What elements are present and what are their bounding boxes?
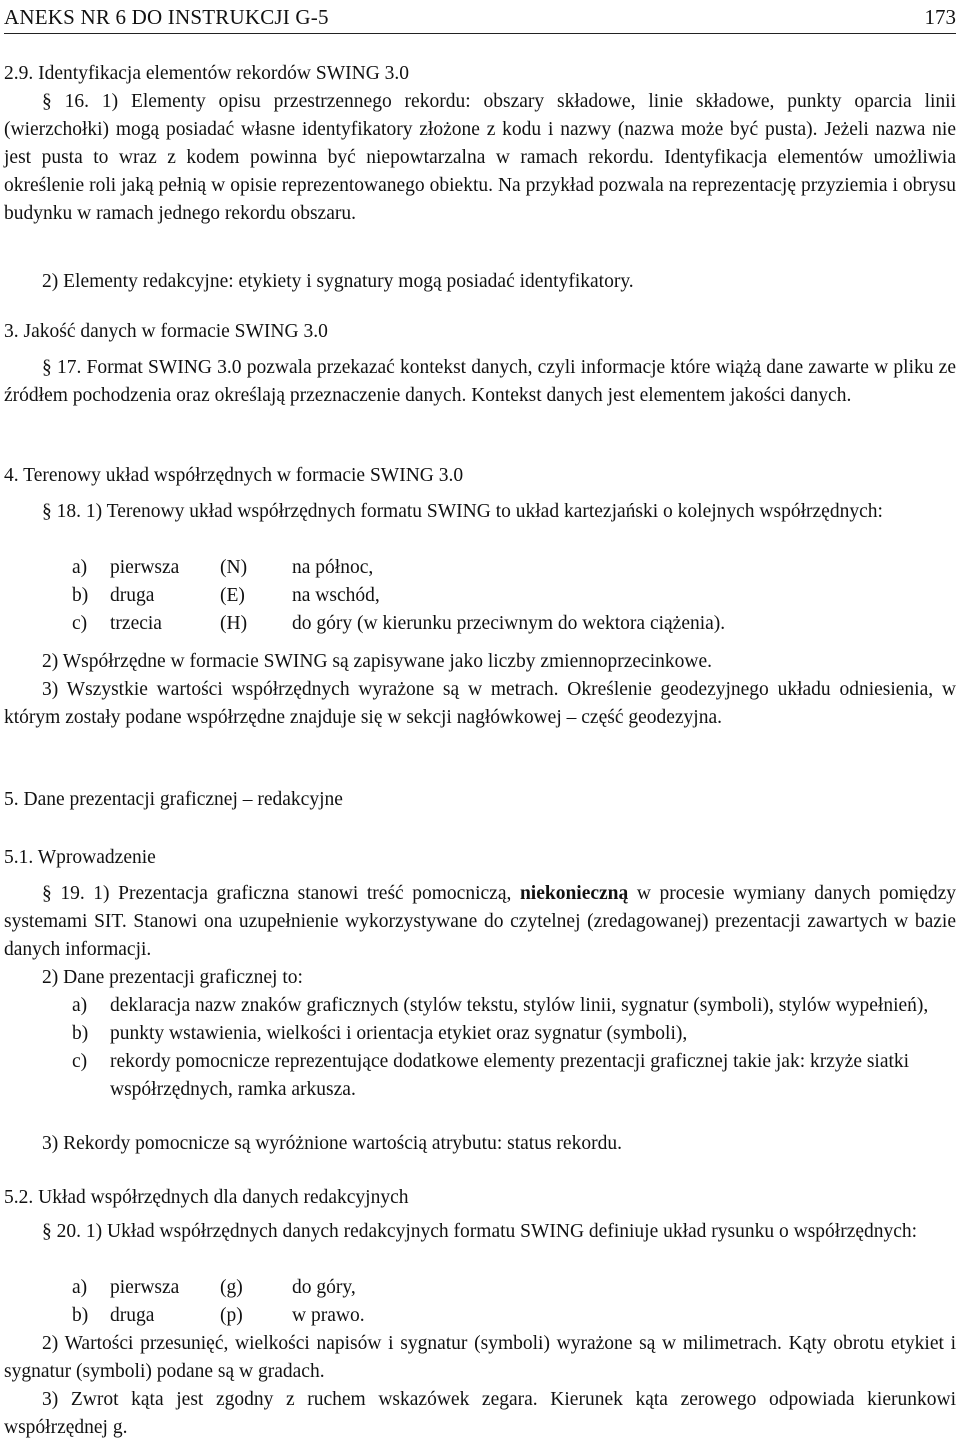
page-number: 173 — [924, 5, 956, 29]
coord-letter: a) — [72, 1277, 88, 1298]
coord-row — [72, 554, 960, 582]
coord-row — [72, 1302, 960, 1330]
coord-name: druga — [110, 1305, 155, 1326]
coord-row — [72, 610, 960, 638]
list-item-letter: c) — [72, 1051, 88, 1072]
paragraph-16-1 — [4, 88, 956, 228]
list-item-letter: b) — [72, 1023, 89, 1044]
list-item — [72, 1048, 956, 1104]
coord-row — [72, 582, 960, 610]
coord-symbol: (H) — [220, 613, 248, 634]
paragraph-16-1-text: § 16. 1) Elementy opisu przestrzennego rekordu: obszary składowe, linie składowe, punkty oparcia linii (wierzchołki) mogą posiadać własne identyfikatory złożone z kodu i nazwy (nazwa może być pusta). Jeżeli nazwa nie jest pusta to wraz z kodem powinna być niepowtarzalna w ramach rekordu. Identyfikacja elementów umożliwia określenie roli jaką pełnią w opisie reprezentowanego obiektu. Na przykład pozwala na reprezentację przyziemia i obrysu budynku w ramach jednego rekordu obszaru. — [4, 91, 956, 224]
list-item-text: punkty wstawienia, wielkości i orientacja etykiet oraz sygnatur (symboli), — [110, 1023, 688, 1044]
paragraph-19-3: 3) Rekordy pomocnicze są wyróżnione wartością atrybutu: status rekordu. — [42, 1133, 622, 1154]
paragraph-19-1-part1: § 19. 1) Prezentacja graficzna stanowi treść pomocniczą, — [42, 883, 520, 904]
coord-letter: b) — [72, 1305, 89, 1326]
paragraph-17 — [4, 354, 956, 410]
list-item — [72, 992, 956, 1020]
coord-row — [72, 1274, 960, 1302]
coord-description: do góry (w kierunku przeciwnym do wektora ciążenia). — [292, 613, 726, 634]
paragraph-18-1-text: § 18. 1) Terenowy układ współrzędnych formatu SWING to układ kartezjański o kolejnych współrzędnych: — [42, 501, 883, 522]
coordinate-list-18 — [4, 554, 960, 638]
paragraph-19-1 — [4, 880, 956, 964]
paragraph-20-1-text: § 20. 1) Układ współrzędnych danych redakcyjnych formatu SWING definiuje układ rysunku o współrzędnych: — [42, 1221, 918, 1242]
section-heading-4: 4. Terenowy układ współrzędnych w formacie SWING 3.0 — [4, 465, 464, 486]
coord-symbol: (N) — [220, 557, 248, 578]
list-item-text: deklaracja nazw znaków graficznych (stylów tekstu, stylów linii, sygnatur (symboli), stylów wypełnień), — [110, 995, 929, 1016]
list-item-text: rekordy pomocnicze reprezentujące dodatkowe elementy prezentacji graficznej takie jak: krzyże siatki współrzędnych, ramka arkusza. — [110, 1051, 910, 1100]
coord-symbol: (E) — [220, 585, 245, 606]
coordinate-list-20 — [4, 1274, 960, 1330]
coord-name: druga — [110, 585, 155, 606]
coord-name: pierwsza — [110, 557, 180, 578]
paragraph-18-3 — [4, 676, 956, 732]
coord-symbol: (p) — [220, 1305, 243, 1326]
coord-description: na wschód, — [292, 585, 380, 606]
section-heading-5-1: 5.1. Wprowadzenie — [4, 847, 156, 868]
section-heading-5-2: 5.2. Układ współrzędnych dla danych redakcyjnych — [4, 1187, 409, 1208]
coord-letter: c) — [72, 613, 88, 634]
graphic-data-list — [4, 992, 956, 1104]
coord-name: pierwsza — [110, 1277, 180, 1298]
paragraph-19-1-text — [4, 880, 956, 964]
emphasis-text: niekonieczną — [519, 883, 629, 904]
coord-description: w prawo. — [292, 1305, 365, 1326]
coord-letter: a) — [72, 557, 88, 578]
header-title: ANEKS NR 6 DO INSTRUKCJI G-5 — [4, 5, 329, 29]
section-heading-5: 5. Dane prezentacji graficznej – redakcyjne — [4, 789, 343, 810]
coord-description: na północ, — [292, 557, 374, 578]
section-heading-3: 3. Jakość danych w formacie SWING 3.0 — [4, 321, 328, 342]
paragraph-20-2 — [4, 1330, 956, 1386]
paragraph-19-2: 2) Dane prezentacji graficznej to: — [42, 967, 303, 988]
paragraph-19-1-part2: w procesie wymiany danych pomiędzy systemami SIT. Stanowi ona uzupełnienie wykorzystywane do czytelnej (zredagowanej) prezentacji zawartych w bazie danych informacji. — [4, 883, 956, 960]
paragraph-18-1 — [4, 498, 956, 526]
paragraph-20-2-text: 2) Wartości przesunięć, wielkości napisów i sygnatur (symboli) wyrażone są w milimetrach. Kąty obrotu etykiet i sygnatur (symboli) podane są w gradach. — [4, 1333, 956, 1382]
list-item — [72, 1020, 956, 1048]
page-header — [4, 0, 956, 34]
coord-name: trzecia — [110, 613, 162, 634]
paragraph-18-2: 2) Współrzędne w formacie SWING są zapisywane jako liczby zmiennoprzecinkowe. — [42, 651, 712, 672]
list-item-letter: a) — [72, 995, 88, 1016]
paragraph-17-text: § 17. Format SWING 3.0 pozwala przekazać kontekst danych, czyli informacje które wiążą dane zawarte w pliku ze źródłem pochodzenia oraz określają przeznaczenie danych. Kontekst danych jest elementem jakości danych. — [4, 357, 956, 406]
paragraph-18-3-text: 3) Wszystkie wartości współrzędnych wyrażone są w metrach. Określenie geodezyjnego układu odniesienia, w którym zostały podane współrzędne znajduje się w sekcji nagłówkowej – część geodezyjna. — [4, 679, 956, 728]
coord-symbol: (g) — [220, 1277, 243, 1298]
paragraph-20-1 — [4, 1218, 956, 1246]
paragraph-20-3 — [4, 1386, 956, 1442]
section-heading-2-9: 2.9. Identyfikacja elementów rekordów SWING 3.0 — [4, 63, 410, 84]
coord-description: do góry, — [292, 1277, 356, 1298]
paragraph-16-2: 2) Elementy redakcyjne: etykiety i sygnatury mogą posiadać identyfikatory. — [42, 271, 634, 292]
paragraph-20-3-text: 3) Zwrot kąta jest zgodny z ruchem wskazówek zegara. Kierunek kąta zerowego odpowiada kierunkowi współrzędnej g. — [4, 1389, 956, 1438]
coord-letter: b) — [72, 585, 89, 606]
